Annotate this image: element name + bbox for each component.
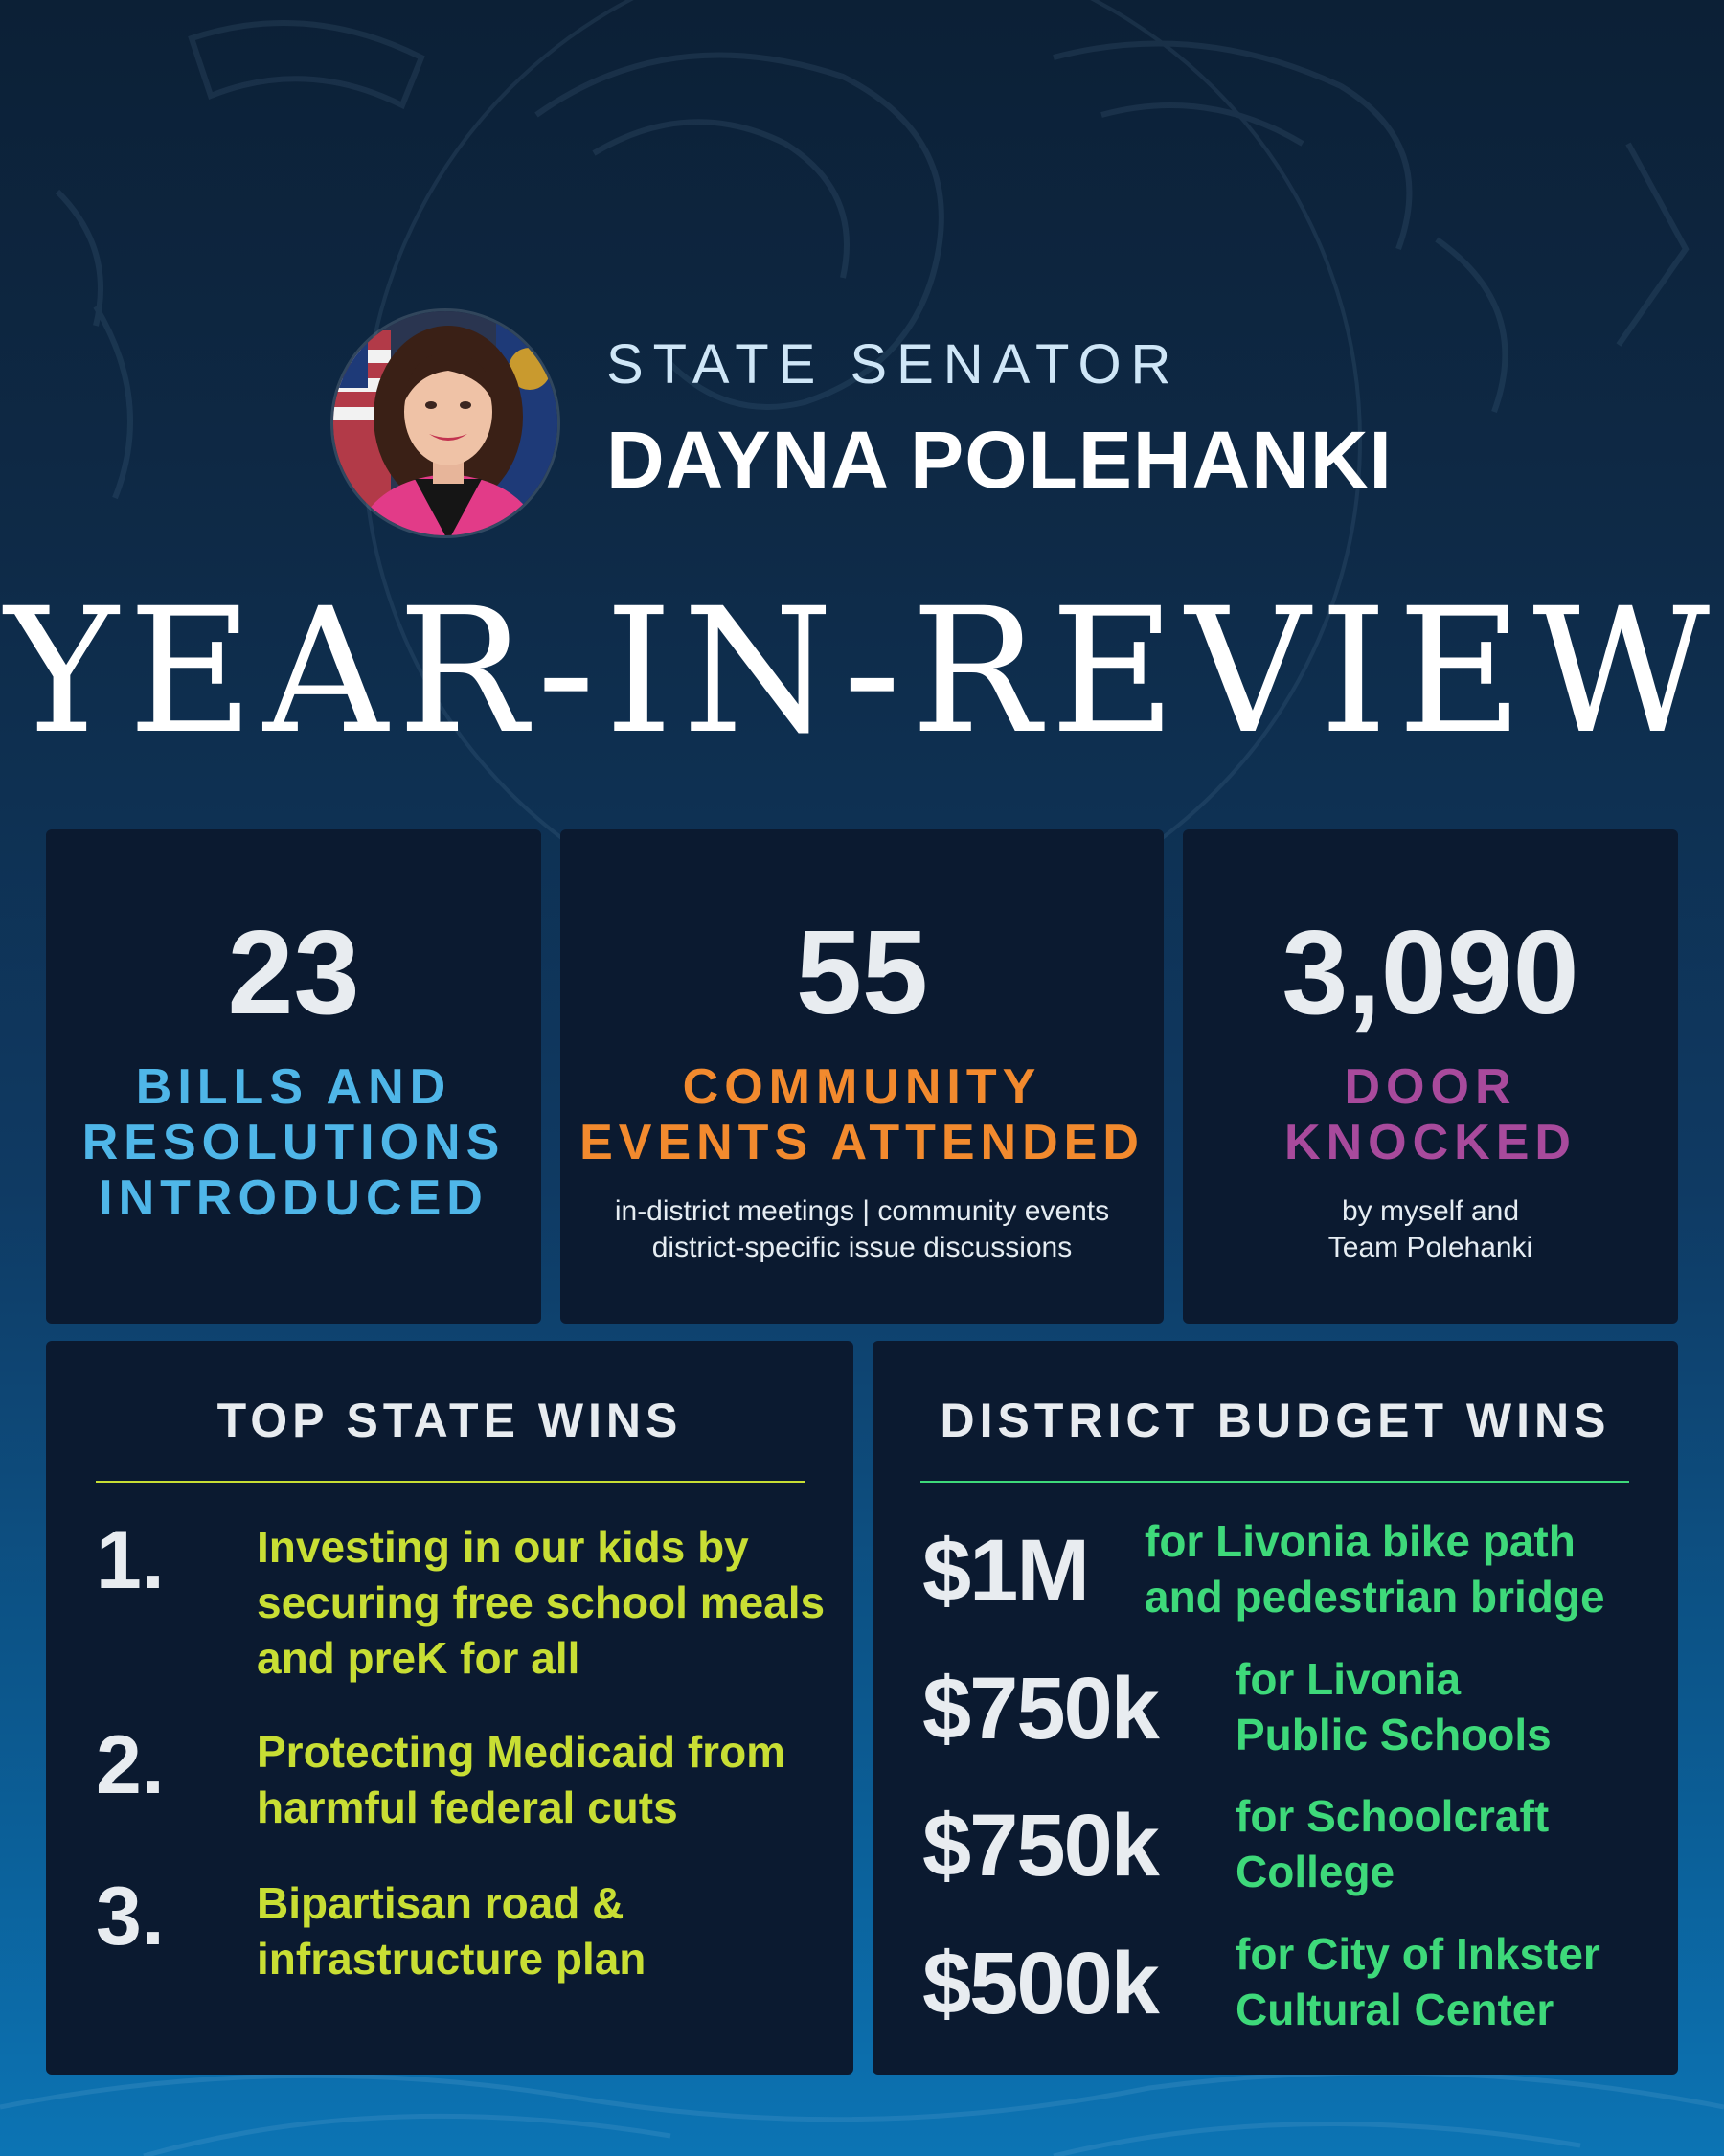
state-win-line: Protecting Medicaid from xyxy=(257,1727,786,1777)
budget-wins-divider xyxy=(920,1481,1629,1483)
senator-subtitle: STATE SENATOR xyxy=(606,333,1181,396)
stat-label-line: DOOR xyxy=(1344,1059,1517,1115)
stat-label xyxy=(560,1059,1164,1170)
budget-win-line: Cultural Center xyxy=(1236,1985,1554,2034)
stat-panel-events xyxy=(560,829,1164,1324)
stat-panel-doors xyxy=(1183,829,1678,1324)
state-win-text xyxy=(257,1875,870,1986)
stat-label-line: INTRODUCED xyxy=(99,1170,488,1226)
budget-win-amount: $750k xyxy=(922,1660,1158,1758)
state-wins-panel xyxy=(46,1341,853,2075)
stat-subtext xyxy=(1183,1193,1678,1266)
stat-subtext-line: in-district meetings | community events xyxy=(614,1195,1110,1227)
state-win-line: infrastructure plan xyxy=(257,1934,646,1984)
budget-win-amount: $750k xyxy=(922,1797,1158,1895)
state-win-line: Bipartisan road & xyxy=(257,1878,624,1928)
stat-number: 55 xyxy=(796,907,928,1039)
page-title: YEAR-IN-REVIEW xyxy=(4,572,1720,772)
budget-win-item xyxy=(922,1513,1708,1628)
budget-win-item xyxy=(922,1788,1708,1903)
budget-win-item xyxy=(922,1651,1708,1766)
stat-label-line: RESOLUTIONS xyxy=(81,1115,506,1170)
budget-win-line: and pedestrian bridge xyxy=(1145,1572,1605,1622)
stat-number: 3,090 xyxy=(1282,907,1579,1039)
stat-label-line: EVENTS ATTENDED xyxy=(579,1115,1145,1170)
state-win-number: 1. xyxy=(96,1514,165,1606)
stat-label-line: KNOCKED xyxy=(1284,1115,1577,1170)
budget-win-line: College xyxy=(1236,1847,1395,1896)
budget-win-item xyxy=(922,1926,1708,2041)
budget-win-text xyxy=(1236,1788,1549,1899)
header xyxy=(330,308,1480,538)
stat-label xyxy=(46,1059,541,1226)
state-wins-title: TOP STATE WINS xyxy=(216,1394,683,1447)
budget-win-text xyxy=(1236,1926,1600,2037)
senator-name: DAYNA POLEHANKI xyxy=(606,415,1393,505)
state-win-text xyxy=(257,1724,870,1835)
budget-win-line: for City of Inkster xyxy=(1236,1929,1600,1979)
name-block xyxy=(606,333,1393,505)
budget-win-amount: $500k xyxy=(922,1935,1158,2032)
state-win-text xyxy=(257,1519,870,1686)
senator-portrait xyxy=(330,308,560,538)
state-win-line: and preK for all xyxy=(257,1633,580,1683)
budget-win-text xyxy=(1236,1651,1552,1762)
budget-win-line: for Livonia xyxy=(1236,1654,1462,1704)
state-win-number: 2. xyxy=(96,1719,165,1811)
stat-number: 23 xyxy=(227,907,360,1039)
state-win-item xyxy=(96,1871,843,1990)
budget-wins-title: DISTRICT BUDGET WINS xyxy=(940,1394,1611,1447)
budget-win-text xyxy=(1145,1513,1605,1624)
stat-label xyxy=(1183,1059,1678,1170)
budget-win-line: for Schoolcraft xyxy=(1236,1791,1550,1841)
budget-win-amount: $1M xyxy=(922,1522,1088,1620)
budget-win-line: for Livonia bike path xyxy=(1145,1516,1576,1566)
state-win-item xyxy=(96,1719,843,1839)
budget-wins-panel xyxy=(873,1341,1678,2075)
state-win-item xyxy=(96,1514,843,1691)
state-win-line: securing free school meals xyxy=(257,1577,826,1627)
state-wins-divider xyxy=(96,1481,805,1483)
stat-subtext-line: by myself and xyxy=(1341,1195,1520,1227)
stat-subtext xyxy=(560,1193,1164,1266)
stat-label-line: COMMUNITY xyxy=(682,1059,1042,1115)
budget-win-line: Public Schools xyxy=(1236,1710,1552,1759)
state-win-line: harmful federal cuts xyxy=(257,1782,678,1832)
stat-subtext-line: district-specific issue discussions xyxy=(651,1232,1073,1263)
stat-subtext-line: Team Polehanki xyxy=(1327,1232,1533,1263)
state-win-line: Investing in our kids by xyxy=(257,1522,749,1572)
stat-label-line: BILLS AND xyxy=(135,1059,452,1115)
stat-panel-bills xyxy=(46,829,541,1324)
state-win-number: 3. xyxy=(96,1871,165,1963)
